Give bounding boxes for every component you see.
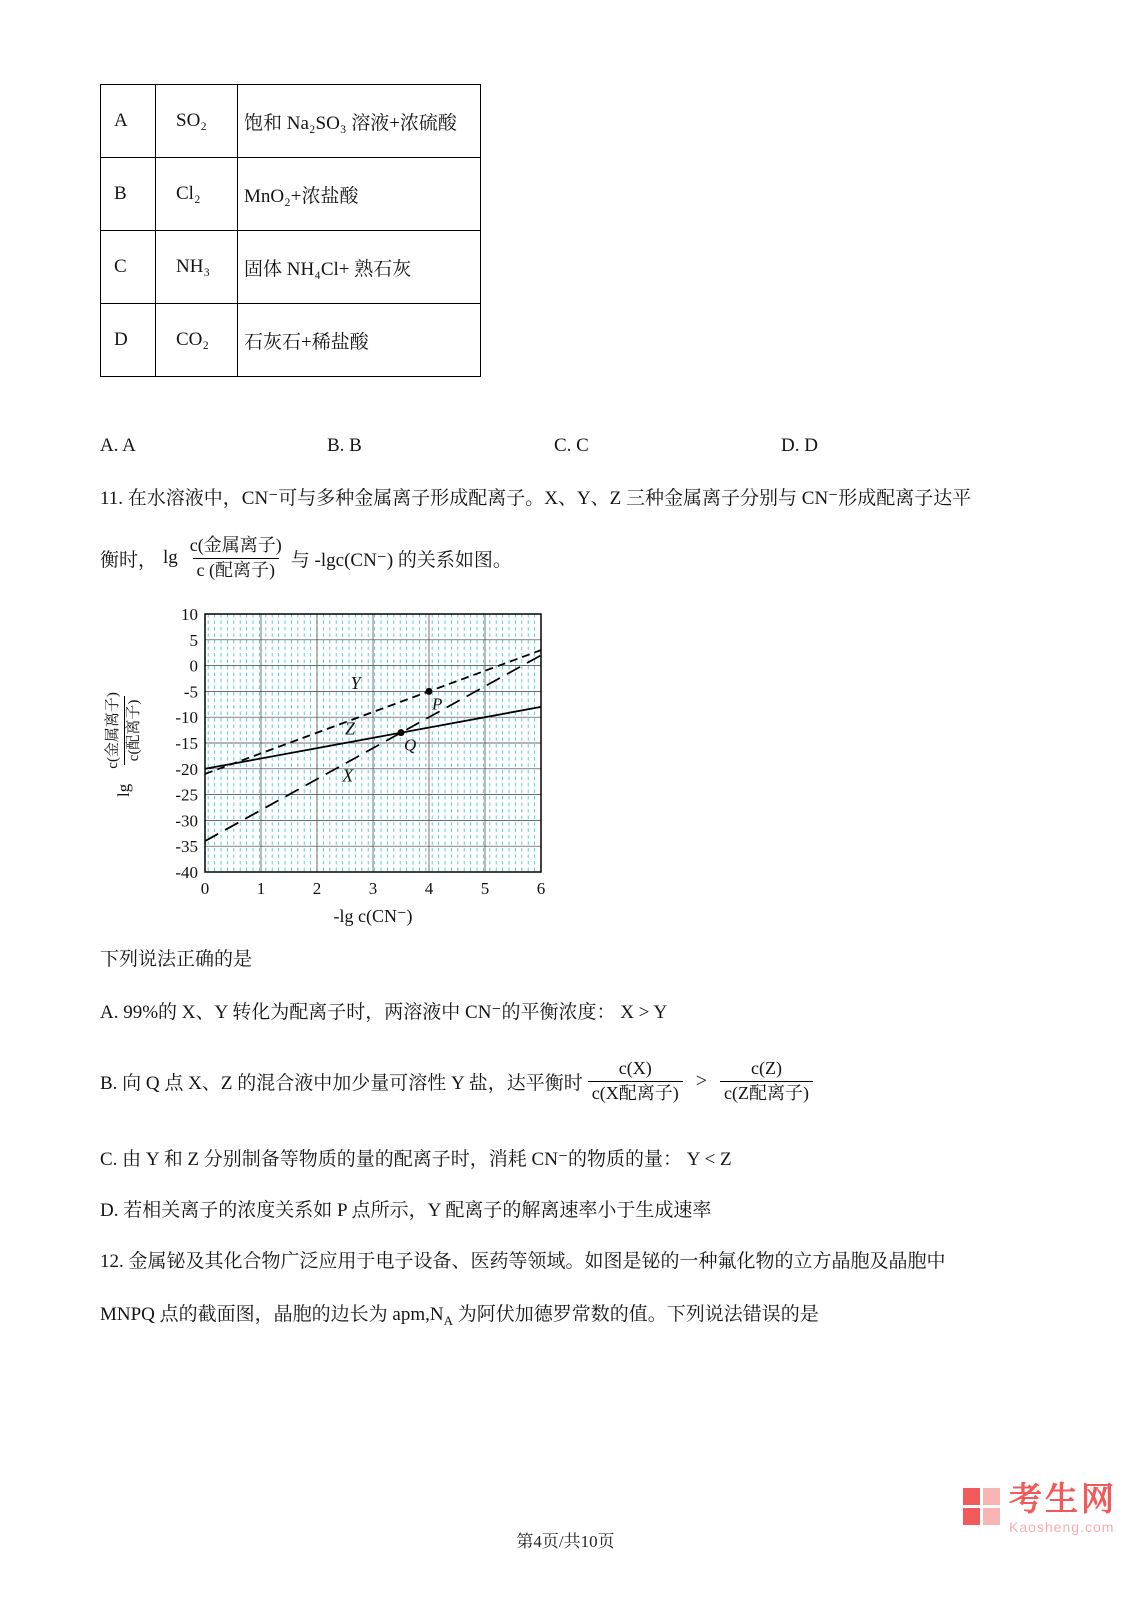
q11-option-d: D. 若相关离子的浓度关系如 P 点所示，Y 配离子的解离速率小于生成速率 bbox=[100, 1200, 712, 1221]
svg-text:4: 4 bbox=[424, 879, 434, 898]
x-ratio-fraction bbox=[588, 1057, 683, 1105]
svg-text:-20: -20 bbox=[175, 759, 198, 779]
svg-text:Y: Y bbox=[350, 672, 361, 693]
option-letter-cell: A bbox=[101, 85, 156, 158]
greater-than-sign: > bbox=[695, 1069, 708, 1092]
svg-text:X: X bbox=[342, 765, 354, 786]
choice-d: D. D bbox=[781, 435, 818, 456]
svg-text:10: 10 bbox=[181, 606, 198, 624]
fraction-denominator: c(Z配离子) bbox=[720, 1081, 813, 1105]
svg-text:6: 6 bbox=[536, 879, 546, 898]
q11-option-c: C. 由 Y 和 Z 分别制备等物质的量的配离子时，消耗 CN⁻的物质的量： Y < Z bbox=[100, 1149, 732, 1170]
svg-text:P: P bbox=[432, 694, 443, 714]
q11-stem-line1: 11. 在水溶液中，CN⁻可与多种金属离子形成配离子。X、Y、Z 三种金属离子分别与 CN⁻形成配离子达平 bbox=[100, 488, 972, 509]
svg-text:3: 3 bbox=[368, 879, 378, 898]
q11-stem-line2 bbox=[100, 526, 1045, 590]
gas-formula-cell: NH₃ bbox=[156, 231, 238, 304]
choice-a: A. A bbox=[100, 435, 136, 456]
gas-preparation-table bbox=[100, 84, 481, 377]
fraction-numerator: c(金属离子) bbox=[189, 535, 282, 556]
gas-formula-cell: Cl₂ bbox=[156, 158, 238, 231]
fraction-numerator: c(Z) bbox=[751, 1058, 782, 1079]
kaosheng-logo-text bbox=[1009, 1482, 1117, 1535]
gas-formula-cell: SO₂ bbox=[156, 85, 238, 158]
ylabel-fraction-denominator: c(配离子) bbox=[124, 696, 145, 766]
logo-pixel bbox=[983, 1488, 1000, 1505]
answer-choices-row bbox=[100, 435, 1045, 457]
svg-text:0: 0 bbox=[189, 656, 198, 676]
ylabel-lg-prefix: lg bbox=[114, 783, 133, 797]
logo-pixel bbox=[963, 1488, 980, 1505]
q11-line2-tail: 与 -lgc(CN⁻) 的关系如图。 bbox=[290, 549, 512, 571]
q12-line2-lead: MNPQ 点的截面图，晶胞的边长为 apm,N bbox=[100, 1304, 444, 1325]
svg-text:-30: -30 bbox=[175, 811, 198, 831]
q12-stem-line2 bbox=[100, 1301, 1045, 1334]
svg-text:-40: -40 bbox=[175, 863, 198, 882]
page-content bbox=[100, 84, 1045, 1334]
table-row bbox=[101, 85, 481, 158]
logo-pixel bbox=[963, 1508, 980, 1525]
svg-text:-25: -25 bbox=[175, 785, 198, 805]
svg-text:-lg c(CN⁻): -lg c(CN⁻) bbox=[333, 906, 413, 926]
reagents-cell: 石灰石+稀盐酸 bbox=[238, 304, 481, 377]
reagents-cell: MnO₂+浓盐酸 bbox=[238, 158, 481, 231]
option-letter-cell: C bbox=[101, 231, 156, 304]
ylabel-fraction bbox=[104, 688, 144, 773]
chart-y-axis-label bbox=[104, 633, 144, 853]
reagents-cell: 饱和 Na₂SO₃ 溶液+浓硫酸 bbox=[238, 85, 481, 158]
kaosheng-watermark bbox=[963, 1482, 1117, 1535]
svg-text:1: 1 bbox=[256, 879, 266, 898]
q11-option-b-text: B. 向 Q 点 X、Z 的混合液中加少量可溶性 Y 盐，达平衡时 bbox=[100, 1072, 583, 1094]
page-number: 第4页/共10页 bbox=[516, 1532, 615, 1551]
lg-operator: lg bbox=[163, 547, 178, 568]
z-ratio-fraction bbox=[720, 1057, 813, 1105]
logo-pixel bbox=[983, 1508, 1000, 1525]
q11-line2-lead: 衡时， bbox=[100, 549, 158, 571]
gas-formula-cell: CO₂ bbox=[156, 304, 238, 377]
q12-line2-tail: 为阿伏加德罗常数的值。下列说法错误的是 bbox=[452, 1304, 819, 1325]
avogadro-subscript: A bbox=[443, 1312, 453, 1328]
q11-option-b bbox=[100, 1048, 1045, 1114]
svg-text:-15: -15 bbox=[175, 734, 198, 753]
svg-text:5: 5 bbox=[189, 630, 198, 650]
option-letter-cell: D bbox=[101, 304, 156, 377]
equilibrium-chart bbox=[100, 606, 1045, 938]
fraction-denominator: c (配离子) bbox=[193, 558, 279, 582]
option-letter-cell: B bbox=[101, 158, 156, 231]
q11-option-a: A. 99%的 X、Y 转化为配离子时，两溶液中 CN⁻的平衡浓度： X > Y bbox=[100, 1002, 668, 1023]
svg-text:-35: -35 bbox=[175, 837, 198, 857]
svg-text:0: 0 bbox=[200, 879, 210, 898]
svg-text:-5: -5 bbox=[183, 682, 198, 702]
choice-c: C. C bbox=[554, 435, 589, 456]
table-row bbox=[101, 231, 481, 304]
table-row bbox=[101, 304, 481, 377]
choice-b: B. B bbox=[327, 435, 362, 456]
q12-stem-line1: 12. 金属铋及其化合物广泛应用于电子设备、医药等领域。如图是铋的一种氟化物的立方晶胞及晶胞中 bbox=[100, 1251, 946, 1272]
fraction-numerator: c(X) bbox=[618, 1058, 652, 1079]
table-row bbox=[101, 158, 481, 231]
svg-text:2: 2 bbox=[312, 879, 322, 898]
reagents-cell: 固体 NH₄Cl+ 熟石灰 bbox=[238, 231, 481, 304]
q11-question-line: 下列说法正确的是 bbox=[100, 949, 253, 970]
chart-canvas bbox=[150, 606, 562, 934]
svg-text:-10: -10 bbox=[175, 708, 198, 728]
svg-text:5: 5 bbox=[480, 879, 490, 898]
ylabel-fraction-numerator: c(金属离子) bbox=[105, 692, 121, 769]
svg-text:Z: Z bbox=[345, 718, 356, 739]
metal-ion-fraction bbox=[186, 534, 286, 582]
brand-domain: Kaosheng.com bbox=[1009, 1518, 1115, 1535]
svg-text:Q: Q bbox=[404, 735, 417, 755]
brand-name: 考生网 bbox=[1009, 1480, 1117, 1517]
kaosheng-logo-icon bbox=[963, 1488, 1000, 1525]
fraction-denominator: c(X配离子) bbox=[588, 1081, 683, 1105]
